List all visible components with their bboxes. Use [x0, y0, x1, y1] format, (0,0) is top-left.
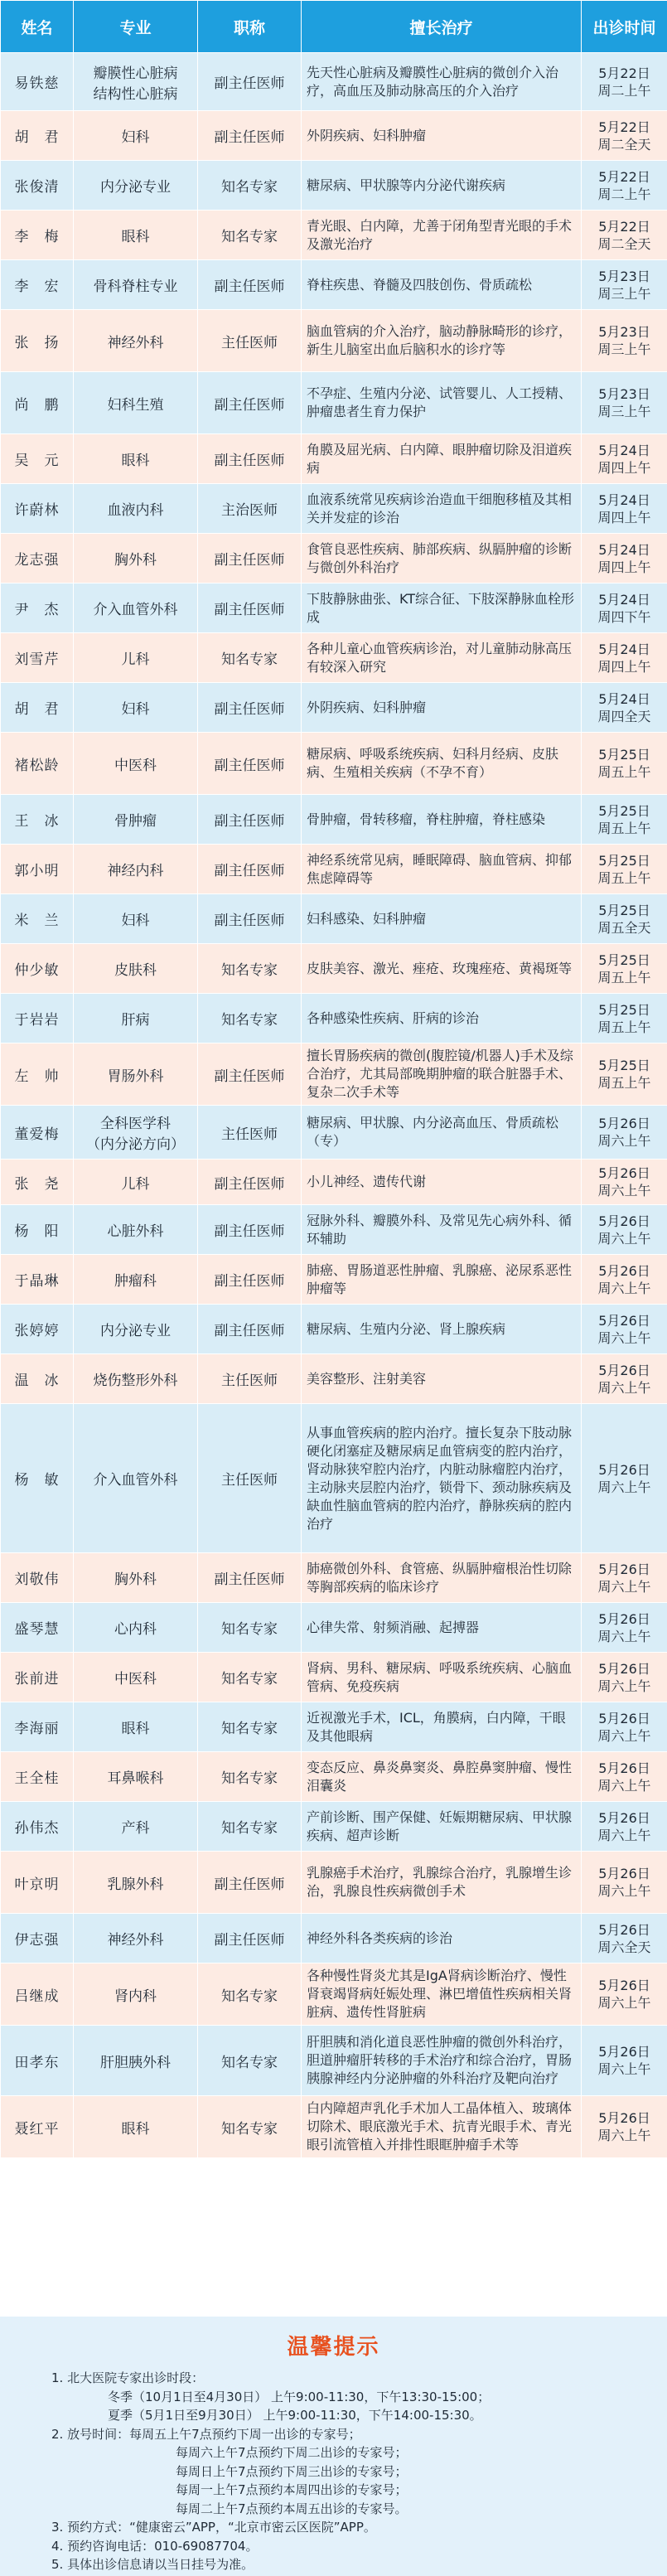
- cell-spec: 不孕症、生殖内分泌、试管婴儿、人工授精、肿瘤患者生育力保护: [302, 372, 582, 434]
- cell-time: 5月24日 周四下午: [582, 583, 667, 633]
- cell-dept: 产科: [74, 1802, 198, 1852]
- cell-name: 尚 鹏: [1, 372, 74, 434]
- table-row: [1, 1160, 667, 1205]
- tips-line: 每周六上午7点预约下周二出诊的专家号；: [176, 2445, 408, 2460]
- cell-spec: 各种感染性疾病、肝病的诊治: [302, 994, 582, 1043]
- cell-title: 主任医师: [198, 1404, 302, 1553]
- cell-name: 许蔚林: [1, 484, 74, 534]
- cell-time: 5月26日 周六上午: [582, 1752, 667, 1802]
- cell-spec: 皮肤美容、激光、痤疮、玫瑰痤疮、黄褐斑等: [302, 944, 582, 994]
- cell-name: 李 宏: [1, 260, 74, 310]
- cell-spec: 妇科感染、妇科肿瘤: [302, 894, 582, 944]
- tips-line: 冬季（10月1日至4月30日） 上午9:00-11:30，下午13:30-15:00；: [108, 2389, 491, 2404]
- cell-spec: 乳腺癌手术治疗，乳腺综合治疗，乳腺增生诊治，乳腺良性疾病微创手术: [302, 1852, 582, 1914]
- cell-name: 刘雪芹: [1, 633, 74, 683]
- cell-dept: 心脏外科: [74, 1205, 198, 1255]
- cell-dept: 胸外科: [74, 534, 198, 583]
- cell-title: 知名专家: [198, 1752, 302, 1802]
- cell-title: 副主任医师: [198, 1914, 302, 1963]
- tips-line: 3. 预约方式：“健康密云”APP，“北京市密云区医院”APP。: [51, 2520, 376, 2535]
- table-row: [1, 1752, 667, 1802]
- table-row: [1, 994, 667, 1043]
- cell-dept: 眼科: [74, 211, 198, 260]
- table-row: [1, 260, 667, 310]
- cell-spec: 从事血管疾病的腔内治疗。擅长复杂下肢动脉硬化闭塞症及糖尿病足血管病变的腔内治疗，肾动脉狭窄腔内治疗，内脏动脉瘤腔内治疗，主动脉夹层腔内治疗，锁骨下、颈动脉疾病及缺血性脑血管病的腔内治疗，静脉疾病的腔内治疗: [302, 1404, 582, 1553]
- cell-dept: 乳腺外科: [74, 1852, 198, 1914]
- cell-title: 知名专家: [198, 944, 302, 994]
- cell-time: 5月26日 周六上午: [582, 1205, 667, 1255]
- cell-title: 副主任医师: [198, 683, 302, 733]
- cell-spec: 脑血管病的介入治疗，脑动静脉畸形的诊疗，新生儿脑室出血后脑积水的诊疗等: [302, 310, 582, 372]
- tips-body: [0, 2361, 667, 2574]
- cell-time: 5月26日 周六上午: [582, 1802, 667, 1852]
- table-row: [1, 1255, 667, 1305]
- table-row: [1, 633, 667, 683]
- table-row: [1, 161, 667, 211]
- cell-dept: 全科医学科 （内分泌方向）: [74, 1106, 198, 1160]
- table-row: [1, 434, 667, 484]
- cell-dept: 儿科: [74, 1160, 198, 1205]
- cell-time: 5月22日 周二全天: [582, 211, 667, 260]
- table-row: [1, 944, 667, 994]
- table-row: [1, 894, 667, 944]
- cell-dept: 神经外科: [74, 1914, 198, 1963]
- cell-name: 董爱梅: [1, 1106, 74, 1160]
- cell-spec: 冠脉外科、瓣膜外科、及常见先心病外科、循环辅助: [302, 1205, 582, 1255]
- cell-dept: 血液内科: [74, 484, 198, 534]
- cell-spec: 神经外科各类疾病的诊治: [302, 1914, 582, 1963]
- cell-time: 5月26日 周六上午: [582, 1852, 667, 1914]
- cell-dept: 眼科: [74, 1702, 198, 1752]
- cell-dept: 眼科: [74, 2096, 198, 2158]
- cell-name: 张俊清: [1, 161, 74, 211]
- table-header-row: [1, 1, 667, 53]
- cell-spec: 变态反应、鼻炎鼻窦炎、鼻腔鼻窦肿瘤、慢性泪囊炎: [302, 1752, 582, 1802]
- cell-spec: 肺癌、胃肠道恶性肿瘤、乳腺癌、泌尿系恶性肿瘤等: [302, 1255, 582, 1305]
- cell-time: 5月23日 周三上午: [582, 310, 667, 372]
- cell-title: 主任医师: [198, 1106, 302, 1160]
- cell-name: 李 梅: [1, 211, 74, 260]
- table-row: [1, 1354, 667, 1404]
- cell-dept: 耳鼻喉科: [74, 1752, 198, 1802]
- cell-name: 伊志强: [1, 1914, 74, 1963]
- table-row: [1, 1106, 667, 1160]
- cell-title: 副主任医师: [198, 1305, 302, 1354]
- tips-line: 每周日上午7点预约下周三出诊的专家号；: [176, 2463, 408, 2479]
- cell-time: 5月22日 周二上午: [582, 161, 667, 211]
- cell-spec: 肝胆胰和消化道良恶性肿瘤的微创外科治疗，胆道肿瘤肝转移的手术治疗和综合治疗，胃肠胰腺神经内分泌肿瘤的外科治疗及靶向治疗: [302, 2026, 582, 2096]
- table-row: [1, 111, 667, 161]
- cell-title: 知名专家: [198, 994, 302, 1043]
- cell-name: 于岩岩: [1, 994, 74, 1043]
- table-row: [1, 484, 667, 534]
- cell-time: 5月25日 周五上午: [582, 1043, 667, 1106]
- cell-dept: 儿科: [74, 633, 198, 683]
- table-row: [1, 583, 667, 633]
- cell-name: 张 扬: [1, 310, 74, 372]
- cell-spec: 下肢静脉曲张、KT综合征、下肢深静脉血栓形成: [302, 583, 582, 633]
- tips-title: 温馨提示: [287, 2335, 380, 2360]
- cell-dept: 骨科脊柱专业: [74, 260, 198, 310]
- cell-name: 吴 元: [1, 434, 74, 484]
- cell-spec: 糖尿病、生殖内分泌、肾上腺疾病: [302, 1305, 582, 1354]
- tips-line: 4. 预约咨询电话：010-69087704。: [51, 2538, 259, 2554]
- table-row: [1, 1802, 667, 1852]
- cell-name: 左 帅: [1, 1043, 74, 1106]
- cell-spec: 糖尿病、呼吸系统疾病、妇科月经病、皮肤病、生殖相关疾病（不孕不育）: [302, 733, 582, 795]
- cell-spec: 青光眼、白内障，尤善于闭角型青光眼的手术及激光治疗: [302, 211, 582, 260]
- cell-time: 5月25日 周五全天: [582, 894, 667, 944]
- cell-spec: 糖尿病、甲状腺、内分泌高血压、骨质疏松（专）: [302, 1106, 582, 1160]
- cell-title: 知名专家: [198, 1963, 302, 2026]
- cell-name: 田孝东: [1, 2026, 74, 2096]
- cell-name: 张前进: [1, 1653, 74, 1702]
- cell-title: 副主任医师: [198, 372, 302, 434]
- table-row: [1, 1553, 667, 1603]
- cell-time: 5月25日 周五上午: [582, 795, 667, 845]
- cell-title: 知名专家: [198, 2096, 302, 2158]
- table-row: [1, 1305, 667, 1354]
- cell-dept: 妇科: [74, 683, 198, 733]
- tips-line: 1. 北大医院专家出诊时段：: [51, 2370, 205, 2385]
- cell-title: 副主任医师: [198, 845, 302, 894]
- cell-time: 5月25日 周五上午: [582, 733, 667, 795]
- cell-time: 5月26日 周六上午: [582, 1702, 667, 1752]
- cell-dept: 肾内科: [74, 1963, 198, 2026]
- cell-time: 5月26日 周六上午: [582, 1553, 667, 1603]
- cell-dept: 妇科生殖: [74, 372, 198, 434]
- cell-time: 5月24日 周四上午: [582, 534, 667, 583]
- cell-dept: 皮肤科: [74, 944, 198, 994]
- cell-spec: 脊柱疾患、脊髓及四肢创伤、骨质疏松: [302, 260, 582, 310]
- header-name: 姓名: [1, 1, 74, 53]
- cell-time: 5月26日 周六上午: [582, 1653, 667, 1702]
- cell-time: 5月26日 周六上午: [582, 2096, 667, 2158]
- cell-title: 主治医师: [198, 484, 302, 534]
- cell-spec: 外阴疾病、妇科肿瘤: [302, 683, 582, 733]
- cell-spec: 心律失常、射频消融、起搏器: [302, 1603, 582, 1653]
- cell-name: 温 冰: [1, 1354, 74, 1404]
- cell-spec: 角膜及屈光病、白内障、眼肿瘤切除及泪道疾病: [302, 434, 582, 484]
- cell-title: 副主任医师: [198, 733, 302, 795]
- cell-dept: 心内科: [74, 1603, 198, 1653]
- cell-name: 杨 阳: [1, 1205, 74, 1255]
- cell-spec: 产前诊断、围产保健、妊娠期糖尿病、甲状腺疾病、超声诊断: [302, 1802, 582, 1852]
- table-row: [1, 534, 667, 583]
- cell-time: 5月23日 周三上午: [582, 372, 667, 434]
- cell-time: 5月26日 周六上午: [582, 1354, 667, 1404]
- cell-spec: 血液系统常见疾病诊治造血干细胞移植及其相关并发症的诊治: [302, 484, 582, 534]
- cell-title: 副主任医师: [198, 1160, 302, 1205]
- cell-name: 孙伟杰: [1, 1802, 74, 1852]
- table-row: [1, 2096, 667, 2158]
- cell-title: 副主任医师: [198, 260, 302, 310]
- cell-dept: 胃肠外科: [74, 1043, 198, 1106]
- table-row: [1, 2026, 667, 2096]
- cell-title: 知名专家: [198, 2026, 302, 2096]
- cell-title: 副主任医师: [198, 111, 302, 161]
- table-row: [1, 53, 667, 111]
- cell-dept: 烧伤整形外科: [74, 1354, 198, 1404]
- cell-name: 褚松龄: [1, 733, 74, 795]
- cell-time: 5月26日 周六上午: [582, 1106, 667, 1160]
- cell-dept: 胸外科: [74, 1553, 198, 1603]
- table-row: [1, 1852, 667, 1914]
- table-row: [1, 1702, 667, 1752]
- cell-time: 5月26日 周六全天: [582, 1914, 667, 1963]
- tips-line: 每周一上午7点预约本周四出诊的专家号；: [176, 2482, 408, 2497]
- table-row: [1, 1914, 667, 1963]
- cell-dept: 肝病: [74, 994, 198, 1043]
- cell-spec: 肺癌微创外科、食管癌、纵膈肿瘤根治性切除等胸部疾病的临床诊疗: [302, 1553, 582, 1603]
- cell-dept: 眼科: [74, 434, 198, 484]
- cell-dept: 神经内科: [74, 845, 198, 894]
- cell-name: 李海丽: [1, 1702, 74, 1752]
- cell-spec: 小儿神经、遗传代谢: [302, 1160, 582, 1205]
- cell-name: 仲少敏: [1, 944, 74, 994]
- table-row: [1, 1653, 667, 1702]
- cell-time: 5月26日 周六上午: [582, 1255, 667, 1305]
- cell-spec: 先天性心脏病及瓣膜性心脏病的微创介入治疗，高血压及肺动脉高压的介入治疗: [302, 53, 582, 111]
- cell-spec: 神经系统常见病，睡眠障碍、脑血管病、抑郁焦虑障碍等: [302, 845, 582, 894]
- cell-title: 副主任医师: [198, 1852, 302, 1914]
- table-row: [1, 795, 667, 845]
- cell-spec: 美容整形、注射美容: [302, 1354, 582, 1404]
- cell-spec: 食管良恶性疾病、肺部疾病、纵膈肿瘤的诊断与微创外科治疗: [302, 534, 582, 583]
- cell-time: 5月23日 周三上午: [582, 260, 667, 310]
- tips-line: 2. 放号时间：每周五上午7点预约下周一出诊的专家号；: [51, 2426, 361, 2442]
- cell-name: 杨 敏: [1, 1404, 74, 1553]
- cell-title: 知名专家: [198, 1653, 302, 1702]
- cell-name: 叶京明: [1, 1852, 74, 1914]
- cell-name: 张 尧: [1, 1160, 74, 1205]
- cell-time: 5月26日 周六上午: [582, 1404, 667, 1553]
- cell-title: 知名专家: [198, 1603, 302, 1653]
- cell-spec: 骨肿瘤，骨转移瘤，脊柱肿瘤，脊柱感染: [302, 795, 582, 845]
- cell-title: 主任医师: [198, 310, 302, 372]
- cell-name: 盛琴慧: [1, 1603, 74, 1653]
- cell-dept: 肿瘤科: [74, 1255, 198, 1305]
- cell-spec: 各种慢性肾炎尤其是IgA肾病诊断治疗、慢性肾衰竭肾病妊娠处理、淋巴增值性疾病相关肾脏病、遗传性肾脏病: [302, 1963, 582, 2026]
- table-row: [1, 683, 667, 733]
- table-row: [1, 1043, 667, 1106]
- cell-time: 5月24日 周四上午: [582, 434, 667, 484]
- table-row: [1, 310, 667, 372]
- table-row: [1, 211, 667, 260]
- cell-time: 5月24日 周四上午: [582, 484, 667, 534]
- cell-dept: 介入血管外科: [74, 1404, 198, 1553]
- cell-time: 5月26日 周六上午: [582, 1603, 667, 1653]
- cell-dept: 妇科: [74, 894, 198, 944]
- cell-name: 胡 君: [1, 683, 74, 733]
- header-spec: 擅长治疗: [302, 1, 582, 53]
- tips-line: 夏季（5月1日至9月30日） 上午9:00-11:30，下午14:00-15:30。: [108, 2408, 482, 2423]
- cell-time: 5月22日 周二上午: [582, 53, 667, 111]
- header-title: 职称: [198, 1, 302, 53]
- cell-name: 郭小明: [1, 845, 74, 894]
- cell-spec: 肾病、男科、糖尿病、呼吸系统疾病、心脑血管病、免疫疾病: [302, 1653, 582, 1702]
- cell-dept: 内分泌专业: [74, 1305, 198, 1354]
- cell-spec: 糖尿病、甲状腺等内分泌代谢疾病: [302, 161, 582, 211]
- cell-title: 副主任医师: [198, 1553, 302, 1603]
- cell-title: 知名专家: [198, 161, 302, 211]
- cell-title: 知名专家: [198, 1702, 302, 1752]
- cell-title: 副主任医师: [198, 894, 302, 944]
- cell-name: 尹 杰: [1, 583, 74, 633]
- cell-title: 副主任医师: [198, 53, 302, 111]
- cell-dept: 肝胆胰外科: [74, 2026, 198, 2096]
- cell-title: 副主任医师: [198, 534, 302, 583]
- cell-dept: 介入血管外科: [74, 583, 198, 633]
- cell-title: 副主任医师: [198, 434, 302, 484]
- cell-title: 副主任医师: [198, 1205, 302, 1255]
- cell-time: 5月24日 周四上午: [582, 633, 667, 683]
- cell-spec: 擅长胃肠疾病的微创(腹腔镜/机器人)手术及综合治疗，尤其局部晚期肿瘤的联合脏器手术、复杂二次手术等: [302, 1043, 582, 1106]
- cell-dept: 中医科: [74, 733, 198, 795]
- cell-spec: 各种儿童心血管疾病诊治，对儿童肺动脉高压有较深入研究: [302, 633, 582, 683]
- cell-name: 胡 君: [1, 111, 74, 161]
- cell-time: 5月22日 周二全天: [582, 111, 667, 161]
- cell-name: 聂红平: [1, 2096, 74, 2158]
- cell-dept: 妇科: [74, 111, 198, 161]
- cell-dept: 骨肿瘤: [74, 795, 198, 845]
- cell-name: 米 兰: [1, 894, 74, 944]
- cell-name: 王 冰: [1, 795, 74, 845]
- cell-dept: 内分泌专业: [74, 161, 198, 211]
- cell-time: 5月25日 周五上午: [582, 944, 667, 994]
- header-time: 出诊时间: [582, 1, 667, 53]
- cell-time: 5月24日 周四全天: [582, 683, 667, 733]
- cell-title: 知名专家: [198, 1802, 302, 1852]
- table-row: [1, 1404, 667, 1553]
- cell-name: 易铁慈: [1, 53, 74, 111]
- tips-panel: [0, 2317, 667, 2576]
- cell-time: 5月25日 周五上午: [582, 845, 667, 894]
- cell-dept: 中医科: [74, 1653, 198, 1702]
- cell-time: 5月26日 周六上午: [582, 1160, 667, 1205]
- cell-name: 吕继成: [1, 1963, 74, 2026]
- cell-name: 王全桂: [1, 1752, 74, 1802]
- cell-title: 知名专家: [198, 211, 302, 260]
- cell-name: 于晶琳: [1, 1255, 74, 1305]
- cell-spec: 外阴疾病、妇科肿瘤: [302, 111, 582, 161]
- tips-line: 5. 具体出诊信息请以当日挂号为准。: [51, 2557, 254, 2572]
- cell-spec: 近视激光手术，ICL，角膜病，白内障，干眼及其他眼病: [302, 1702, 582, 1752]
- table-row: [1, 733, 667, 795]
- cell-title: 副主任医师: [198, 1255, 302, 1305]
- cell-title: 副主任医师: [198, 583, 302, 633]
- cell-title: 主任医师: [198, 1354, 302, 1404]
- cell-title: 知名专家: [198, 633, 302, 683]
- cell-time: 5月25日 周五上午: [582, 994, 667, 1043]
- cell-name: 张婷婷: [1, 1305, 74, 1354]
- tips-line: 每周二上午7点预约本周五出诊的专家号。: [176, 2501, 408, 2516]
- cell-name: 刘敬伟: [1, 1553, 74, 1603]
- cell-title: 副主任医师: [198, 1043, 302, 1106]
- cell-time: 5月26日 周六上午: [582, 2026, 667, 2096]
- header-dept: 专业: [74, 1, 198, 53]
- cell-spec: 白内障超声乳化手术加人工晶体植入、玻璃体切除术、眼底激光手术、抗青光眼手术、青光眼引流管植入并排性眼眶肿瘤手术等: [302, 2096, 582, 2158]
- table-row: [1, 372, 667, 434]
- cell-dept: 瓣膜性心脏病 结构性心脏病: [74, 53, 198, 111]
- cell-title: 副主任医师: [198, 795, 302, 845]
- cell-dept: 神经外科: [74, 310, 198, 372]
- table-body: [1, 53, 667, 2158]
- table-row: [1, 845, 667, 894]
- table-row: [1, 1205, 667, 1255]
- table-row: [1, 1963, 667, 2026]
- cell-time: 5月26日 周六上午: [582, 1305, 667, 1354]
- table-row: [1, 1603, 667, 1653]
- cell-name: 龙志强: [1, 534, 74, 583]
- cell-time: 5月26日 周六上午: [582, 1963, 667, 2026]
